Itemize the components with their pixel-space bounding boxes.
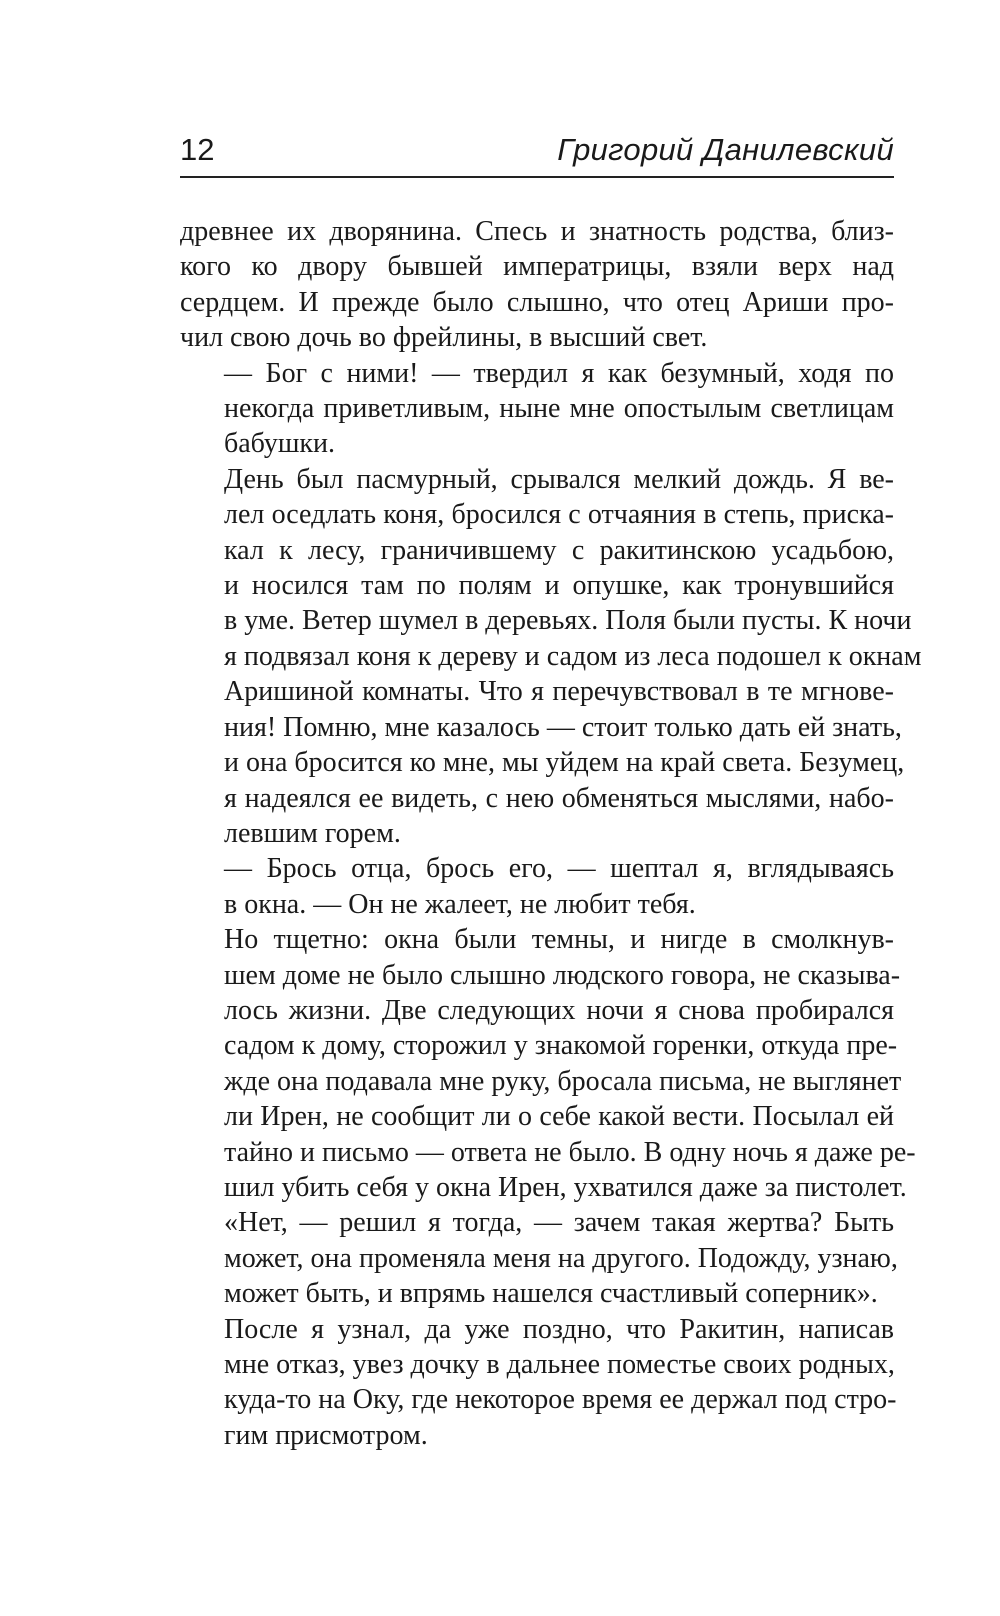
- text-line: гим присмотром.: [224, 1419, 428, 1451]
- page-number: 12: [180, 132, 215, 167]
- text-line: чил свою дочь во фрейлины, в высший свет.: [180, 322, 708, 354]
- text-line: лось жизни. Две следующих ночи я снова пробирался: [224, 994, 894, 1026]
- paragraph: [180, 462, 922, 851]
- body-text: [180, 214, 922, 1453]
- text-line: кого ко двору бывшей императрицы, взяли верх над: [180, 251, 894, 283]
- text-line: Аришиной комнаты. Что я перечувствовал в те мгнове-: [224, 676, 894, 708]
- text-line: куда-то на Оку, где некоторое время ее держал под стро-: [224, 1384, 897, 1416]
- text-line: некогда приветливым, ныне мне опостылым светлицам: [224, 393, 894, 425]
- text-line: шем доме не было слышно людского говора, не сказыва-: [224, 959, 901, 991]
- text-line: жде она подавала мне руку, бросала письма, не выглянет: [224, 1065, 902, 1097]
- running-head: [180, 128, 894, 178]
- text-line: — Бог с ними! — твердил я как безумный, ходя по: [224, 357, 894, 389]
- text-line: левшим горем.: [224, 817, 401, 849]
- text-line: и носился там по полям и опушке, как тронувшийся: [224, 570, 894, 602]
- text-line: в уме. Ветер шумел в деревьях. Поля были пусты. К ночи: [224, 605, 912, 637]
- text-line: Но тщетно: окна были темны, и нигде в смолкнув-: [224, 924, 894, 956]
- text-line: тайно и письмо — ответа не было. В одну ночь я даже ре-: [224, 1136, 916, 1168]
- text-line: После я узнал, да уже поздно, что Ракитин, написав: [224, 1313, 894, 1345]
- text-line: я подвязал коня к дереву и садом из леса подошел к окнам: [224, 640, 922, 672]
- paragraph: [180, 1312, 897, 1454]
- running-head-author: Григорий Данилевский: [557, 132, 894, 167]
- paragraph: [180, 922, 916, 1205]
- paragraph: [180, 356, 894, 462]
- text-line: День был пасмурный, срывался мелкий дождь. Я ве-: [224, 463, 894, 495]
- text-line: садом к дому, сторожил у знакомой горенки, откуда пре-: [224, 1030, 898, 1062]
- paragraph: [180, 851, 894, 922]
- text-line: шил убить себя у окна Ирен, ухватился даже за пистолет.: [224, 1171, 907, 1203]
- text-line: может быть, и впрямь нашелся счастливый соперник».: [224, 1278, 878, 1310]
- text-line: лел оседлать коня, бросился с отчаяния в степь, приска-: [224, 499, 894, 531]
- text-line: в окна. — Он не жалеет, не любит тебя.: [224, 888, 696, 920]
- text-line: кал к лесу, граничившему с ракитинскою усадьбою,: [224, 534, 894, 566]
- paragraph: [180, 214, 894, 356]
- text-line: древнее их дворянина. Спесь и знатность родства, близ-: [180, 216, 894, 247]
- text-line: — Брось отца, брось его, — шептал я, вглядываясь: [224, 853, 894, 885]
- text-line: бабушки.: [224, 428, 336, 460]
- text-line: сердцем. И прежде было слышно, что отец Ариши про-: [180, 286, 894, 318]
- text-line: ния! Помню, мне казалось — стоит только дать ей знать,: [224, 711, 902, 743]
- text-line: я надеялся ее видеть, с нею обменяться мыслями, набо-: [224, 782, 894, 814]
- text-line: «Нет, — решил я тогда, — зачем такая жертва? Быть: [224, 1207, 894, 1239]
- paragraph: [180, 1205, 898, 1311]
- text-line: мне отказ, увез дочку в дальнее поместье своих родных,: [224, 1349, 895, 1380]
- text-line: может, она променяла меня на другого. Подожду, узнаю,: [224, 1242, 898, 1274]
- text-line: ли Ирен, не сообщит ли о себе какой вести. Посылал ей: [224, 1101, 894, 1133]
- text-line: и она бросится ко мне, мы уйдем на край света. Безумец,: [224, 747, 905, 779]
